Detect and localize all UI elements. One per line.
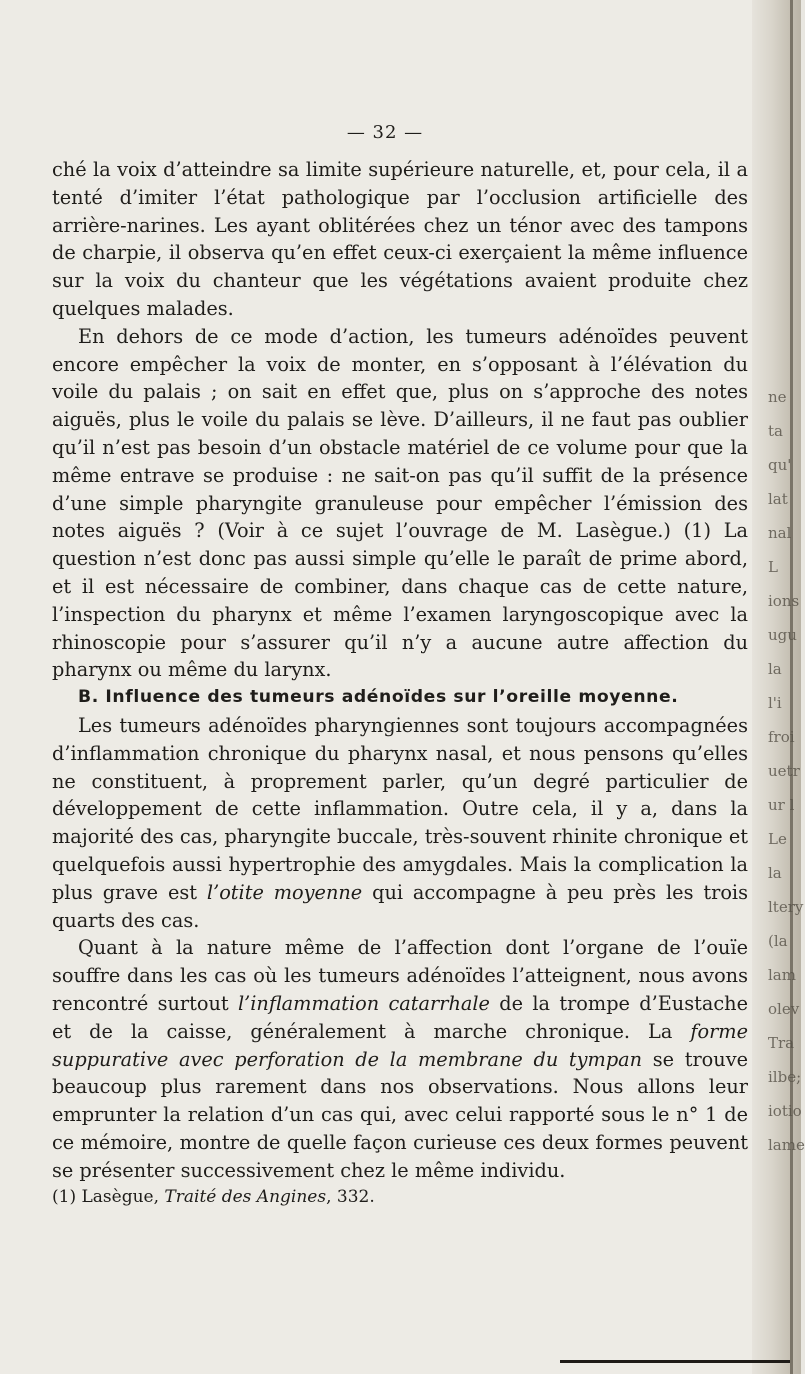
paragraph-nature-part2: de la trompe d’Eustache et de la caisse, généralement à marche chronique. La	[52, 991, 748, 1043]
emphasis-forme-suppurative: forme suppurative avec perforation de la membrane du tympan	[52, 1019, 748, 1071]
page-number: — 32 —	[346, 122, 424, 143]
facing-page-fragment: Le	[768, 830, 787, 848]
facing-page-fragment: lat	[768, 490, 788, 508]
body-text	[52, 156, 748, 1212]
footnote-marker: (1) Lasègue,	[52, 1187, 165, 1208]
facing-page-fragment: ta	[768, 422, 783, 440]
facing-page-fragment: l'i	[768, 694, 782, 712]
section-heading: B. Influence des tumeurs adénoïdes sur l’oreille moyenne.	[78, 687, 679, 708]
facing-page-fragment: ilbe;	[768, 1068, 802, 1086]
facing-page-fragment: lam	[768, 966, 796, 984]
facing-page-fragment: ugu	[768, 626, 797, 644]
facing-page-fragment: Tra	[768, 1034, 795, 1052]
facing-page-fragment: froi	[768, 728, 795, 746]
facing-page-fragment: ne	[768, 388, 787, 406]
facing-page-fragment: qu'	[768, 456, 792, 474]
facing-page-fragment: ions	[768, 592, 800, 610]
facing-page-fragment: (la	[768, 932, 788, 950]
facing-page-fragment: lame	[768, 1136, 805, 1154]
paragraph-nature-affection	[52, 934, 748, 1184]
paragraph-voice-occlusion: ché la voix d’atteindre sa limite supérieure naturelle, et, pour cela, il a tenté d’imiter l’état pathologique par l’occlusion artificielle des arrière-narines. Les ayant oblitérées chez un ténor avec des tampons de charpie, il observa qu’en effet ceux-ci exerçaient la même influence sur la voix du chanteur que les végétations avaient produite chez quelques malades.	[52, 158, 748, 320]
facing-page-fragment: nal	[768, 524, 792, 542]
facing-page-fragment: la	[768, 660, 782, 678]
facing-page-fragment: olev	[768, 1000, 800, 1018]
paragraph-inflammation-text: Les tumeurs adénoïdes pharyngiennes sont toujours accompagnées d’inflammation chronique du pharynx nasal, et nous pensons qu’elles ne constituent, à proprement parler, qu’un degré particulier de développement de cette inflammation. Outre cela, il y a, dans la majorité des cas, pharyngite buccale, très-souvent rhinite chronique et quelquefois aussi hypertrophie des amygdales. Mais la complication la plus grave est	[52, 713, 748, 904]
facing-page-fragment: uetr	[768, 762, 800, 780]
facing-page-fragment: L	[768, 558, 778, 576]
paragraph-voile-du-palais: En dehors de ce mode d’action, les tumeurs adénoïdes peuvent encore empêcher la voix de monter, en s’opposant à l’élévation du voile du palais ; on sait en effet que, plus on s’approche des notes aiguës, plus le voile du palais se lève. D’ailleurs, il ne faut pas oublier qu’il n’est pas besoin d’un obstacle matériel de ce volume pour que la même entrave se produise : ne sait-on pas qu’il suffit de la présence d’une simple pharyngite granuleuse pour empêcher l’émission des notes aiguës ? (Voir à ce sujet l’ouvrage de M. Lasègue.) (1) La question n’est donc pas aussi simple qu’elle le paraît de prime abord, et il est nécessaire de combiner, dans chaque cas de cette nature, l’inspection du pharynx et même l’examen laryngoscopique avec la rhinoscopie pour s’assurer qu’il n’y a aucune autre affection du pharynx ou même du larynx.	[52, 324, 748, 682]
emphasis-inflammation-catarrhale: l’inflammation catarrhale	[237, 991, 490, 1015]
paragraph-nature-part3: se trouve beaucoup plus rarement dans nos observations. Nous allons leur emprunter la relation d’un cas qui, avec celui rapporté sous le n° 1 de ce mémoire, montre de quelle façon curieuse ces deux formes peuvent se présenter successivement chez le même individu.	[52, 1047, 748, 1182]
facing-page-fragment: iotio	[768, 1102, 802, 1120]
bottom-edge-line	[560, 1360, 790, 1363]
paragraph-nature-part1: Quant à la nature même de l’affection dont l’organe de l’ouïe souffre dans les cas où les tumeurs adénoïdes l’atteignent, nous avons rencontré surtout	[52, 936, 748, 1015]
footnote	[52, 1184, 748, 1212]
facing-page-fragment: la	[768, 864, 782, 882]
emphasis-otite-moyenne: l’otite moyenne	[206, 880, 363, 904]
facing-page-fragment: ltery	[768, 898, 804, 916]
facing-page-fragment: ur l	[768, 796, 795, 814]
paragraph-inflammation-end: qui accompagne à peu près les trois quarts des cas.	[52, 880, 748, 932]
footnote-page: , 332.	[326, 1187, 375, 1208]
paragraph-inflammation	[52, 712, 748, 934]
footnote-title: Traité des Angines	[164, 1187, 327, 1208]
facing-page-fragments	[768, 380, 805, 1162]
